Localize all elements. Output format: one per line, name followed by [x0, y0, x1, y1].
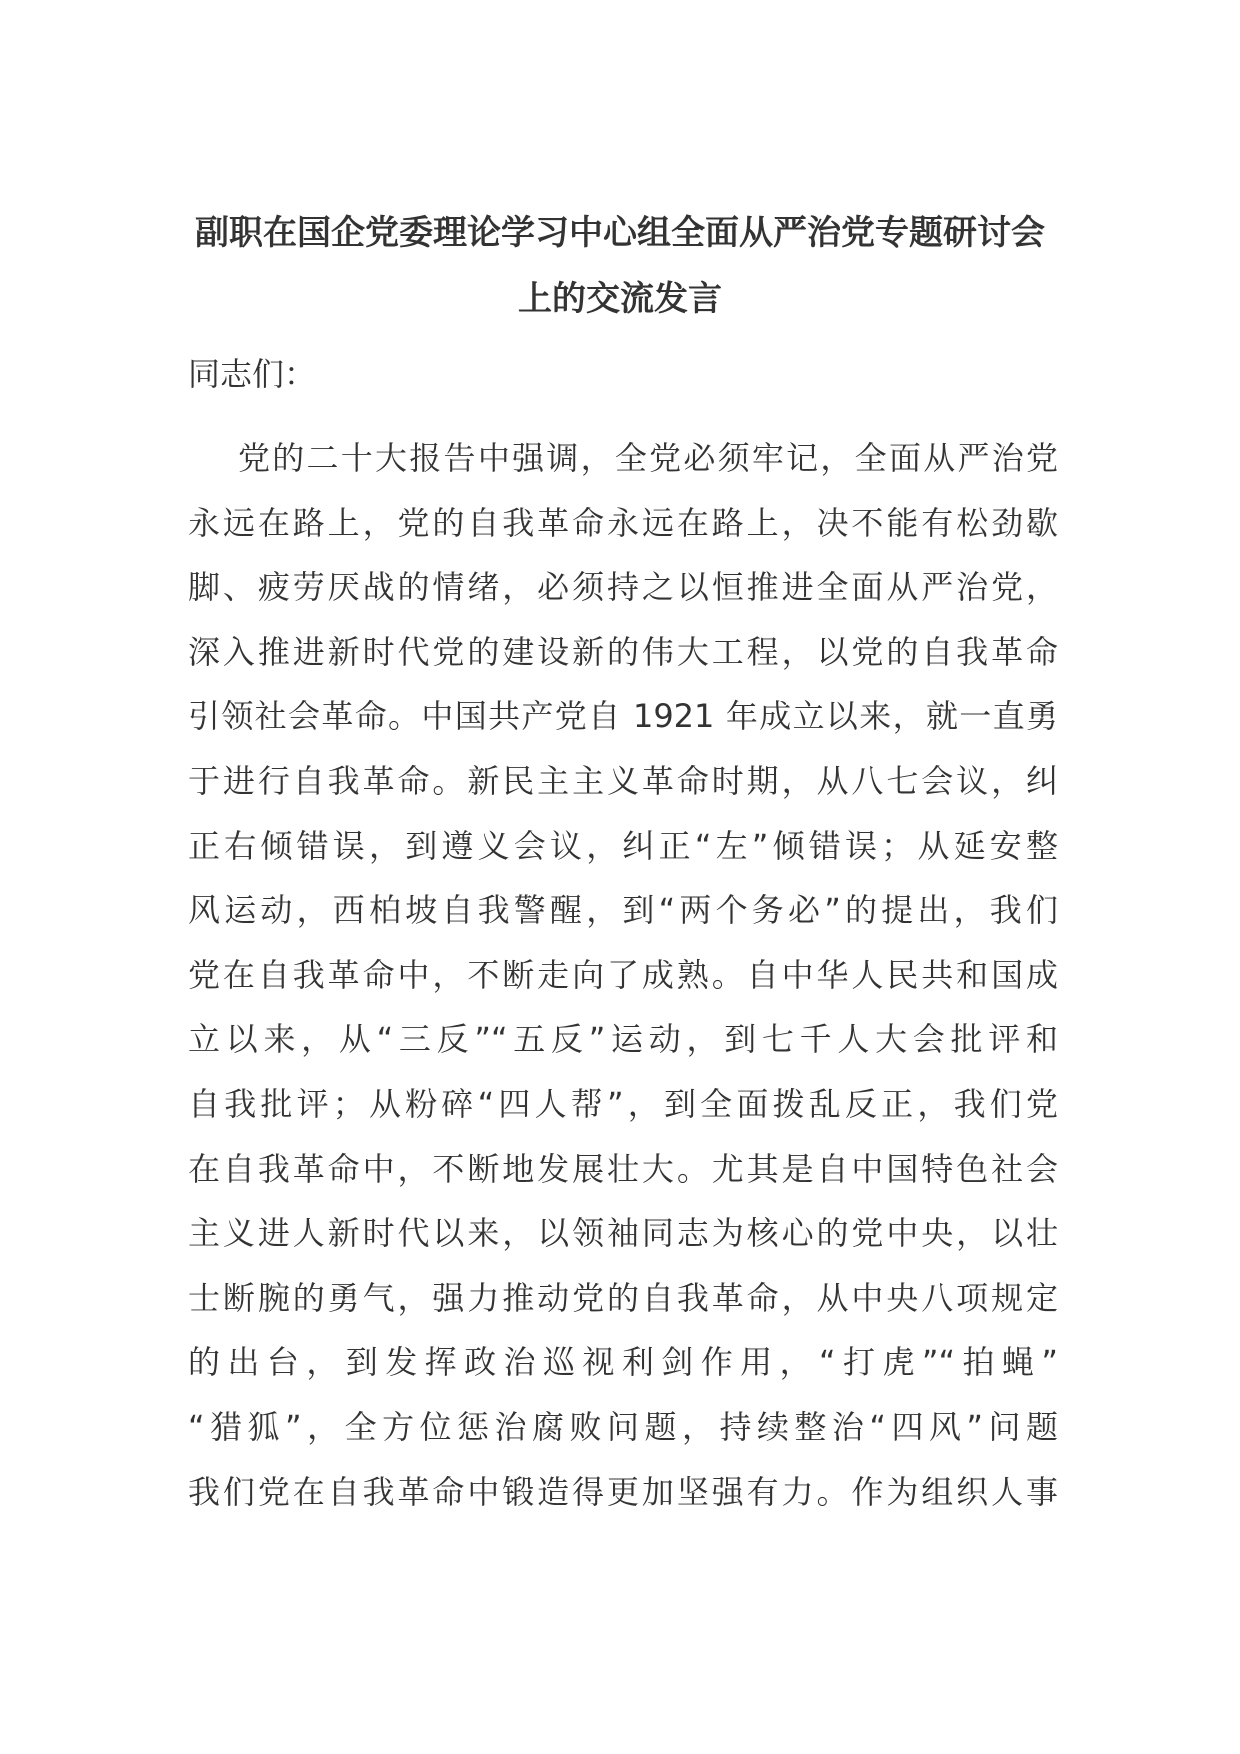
- paragraph-line: 自我批评；从粉碎“四人帮”，到全面拨乱反正，我们党: [188, 1084, 1058, 1123]
- paragraph-line: 脚、疲劳厌战的情绪，必须持之以恒推进全面从严治党，: [188, 568, 1058, 607]
- document-title: [180, 200, 1060, 332]
- paragraph-line: 的出台，到发挥政治巡视利剑作用，“打虎”“拍蝇”: [188, 1343, 1058, 1382]
- paragraph-line: 主义进人新时代以来，以领袖同志为核心的党中央，以壮: [188, 1214, 1058, 1253]
- paragraph-line: 引领社会革命。中国共产党自 1921 年成立以来，就一直勇: [188, 697, 1058, 736]
- paragraph-line: 我们党在自我革命中锻造得更加坚强有力。作为组织人事: [188, 1472, 1058, 1511]
- paragraph-line: “猎狐”，全方位惩治腐败问题，持续整治“四风”问题: [188, 1407, 1058, 1446]
- paragraph-line: 风运动，西柏坡自我警醒，到“两个务必”的提出，我们: [188, 891, 1058, 930]
- salutation: 同志们：: [188, 355, 317, 393]
- paragraph-line: 立以来，从“三反”“五反”运动，到七千人大会批评和: [188, 1020, 1058, 1059]
- paragraph-line: 党在自我革命中，不断走向了成熟。自中华人民共和国成: [188, 955, 1058, 994]
- paragraph-line: 永远在路上，党的自我革命永远在路上，决不能有松劲歇: [188, 503, 1058, 542]
- paragraph-line: 正右倾错误，到遵义会议，纠正“左”倾错误；从延安整: [188, 826, 1058, 865]
- body-paragraph: [188, 426, 1058, 1524]
- paragraph-line: 在自我革命中，不断地发展壮大。尤其是自中国特色社会: [188, 1149, 1058, 1188]
- paragraph-line: 士断腕的勇气，强力推动党的自我革命，从中央八项规定: [188, 1278, 1058, 1317]
- title-line-1: 副职在国企党委理论学习中心组全面从严治党专题研讨会: [195, 213, 1045, 253]
- paragraph-line: 于进行自我革命。新民主主义革命时期，从八七会议，纠: [188, 761, 1058, 800]
- paragraph-line: 深入推进新时代党的建设新的伟大工程，以党的自我革命: [188, 632, 1058, 671]
- title-line-2: 上的交流发言: [518, 279, 722, 319]
- paragraph-line: 党的二十大报告中强调，全党必须牢记，全面从严治党: [238, 439, 1058, 477]
